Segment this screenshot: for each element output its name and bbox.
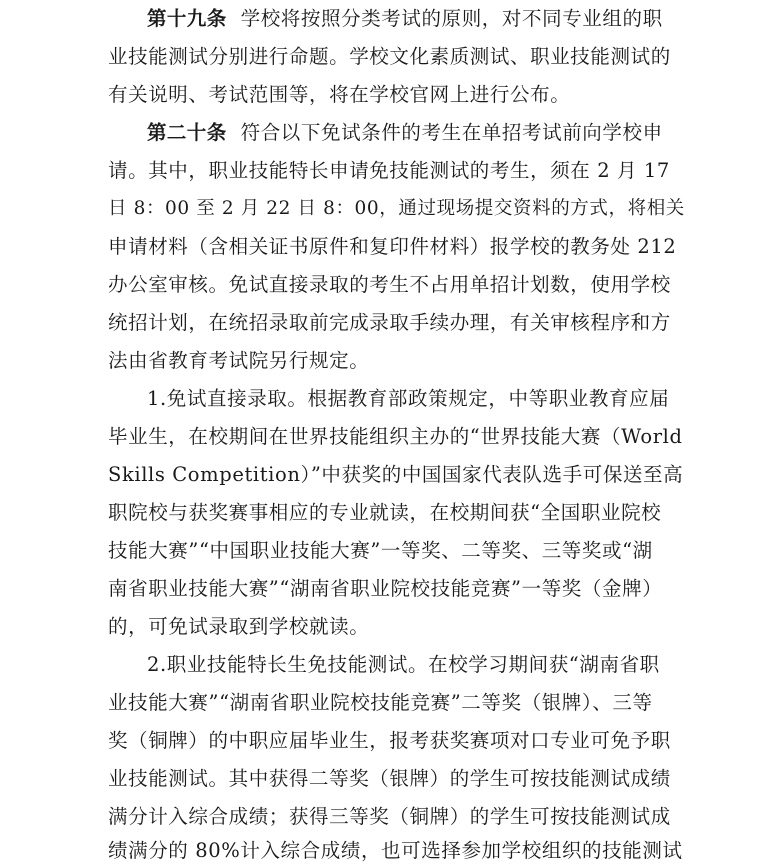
item-2-line-3: 奖（铜牌）的中职应届毕业生，报考获奖赛项对口专业可免予职 xyxy=(108,729,671,752)
article-20-line-3: 日 8：00 至 2 月 22 日 8：00，通过现场提交资料的方式，将相关 xyxy=(108,198,685,219)
item-1-line-2: 毕业生，在校期间在世界技能组织主办的“世界技能大赛（World xyxy=(108,425,683,448)
article-20-line-4: 申请材料（含相关证书原件和复印件材料）报学校的教务处 212 xyxy=(108,235,677,258)
item-2-line-2: 业技能大赛”“湖南省职业院校技能竞赛”二等奖（银牌）、三等 xyxy=(108,691,653,714)
item-1-line-4: 职院校与获奖赛事相应的专业就读，在校期间获“全国职业院校 xyxy=(108,501,662,524)
article-19-line-3: 有关说明、考试范围等，将在学校官网上进行公布。 xyxy=(108,83,571,106)
article-19-heading: 第十九条 xyxy=(147,7,227,30)
article-19-line-2: 业技能测试分别进行命题。学校文化素质测试、职业技能测试的 xyxy=(108,45,671,68)
item-1-line-6: 南省职业技能大赛”“湖南省职业院校技能竞赛”一等奖（金牌） xyxy=(108,577,663,600)
article-20-line-6: 统招计划，在统招录取前完成录取手续办理，有关审核程序和方 xyxy=(108,311,671,334)
item-1-line-7: 的，可免试录取到学校就读。 xyxy=(108,615,370,638)
item-2-line-5: 满分计入综合成绩；获得三等奖（铜牌）的学生可按技能测试成 xyxy=(108,805,671,828)
article-20-heading: 第二十条 xyxy=(147,121,227,144)
article-20-line-2: 请。其中，职业技能特长申请免技能测试的考生，须在 2 月 17 xyxy=(108,159,670,182)
article-20-line-7: 法由省教育考试院另行规定。 xyxy=(108,349,370,372)
item-2-line-1: 2.职业技能特长生免技能测试。在校学习期间获“湖南省职 xyxy=(147,653,660,676)
item-2-line-6: 绩满分的 80%计入综合成绩，也可选择参加学校组织的技能测试 xyxy=(108,839,683,862)
article-20-line-1 xyxy=(147,118,688,148)
article-20-line-5: 办公室审核。免试直接录取的考生不占用单招计划数，使用学校 xyxy=(108,273,671,296)
item-1-line-3: Skills Competition）”中获奖的中国国家代表队选手可保送至高 xyxy=(108,463,684,486)
article-19-line-1 xyxy=(147,4,688,34)
item-1-line-5: 技能大赛”“中国职业技能大赛”一等奖、二等奖、三等奖或“湖 xyxy=(108,539,653,562)
article-19-text-1: 学校将按照分类考试的原则，对不同专业组的职 xyxy=(240,7,663,30)
article-20-text-1: 符合以下免试条件的考生在单招考试前向学校申 xyxy=(240,121,663,144)
item-2-line-4: 业技能测试。其中获得二等奖（银牌）的学生可按技能测试成绩 xyxy=(108,767,671,790)
item-1-line-1: 1.免试直接录取。根据教育部政策规定，中等职业教育应届 xyxy=(147,387,670,410)
